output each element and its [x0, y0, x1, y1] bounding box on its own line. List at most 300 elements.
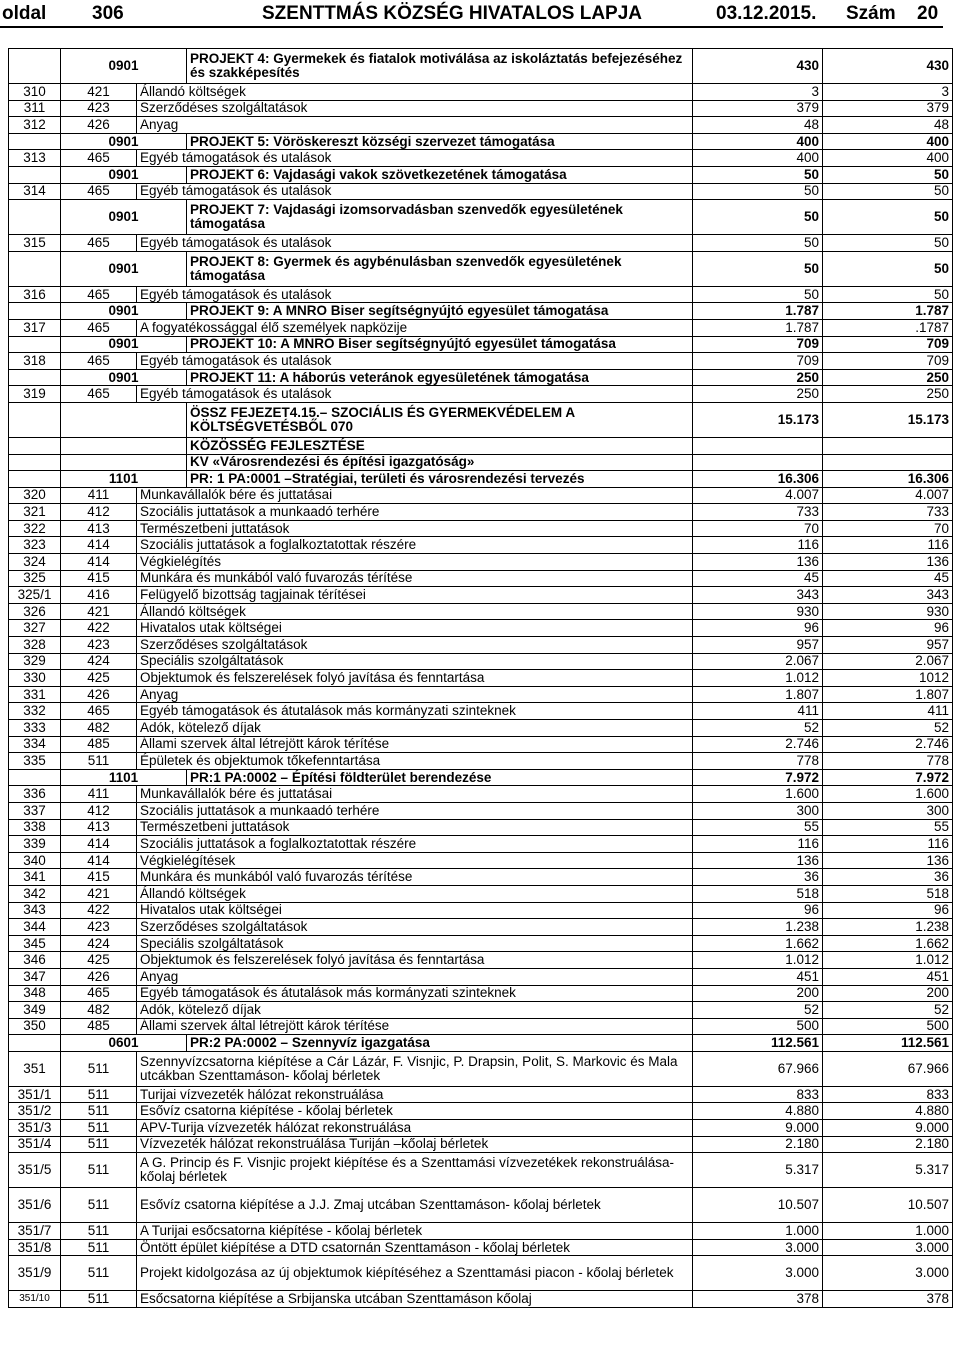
cell-code: 0901	[61, 133, 187, 150]
cell-description: Egyéb támogatások és utalások	[137, 183, 693, 200]
cell-description: Állandó költségek	[137, 885, 693, 902]
publication-title: SZENTTMÁS KÖZSÉG HIVATALOS LAPJA	[262, 3, 643, 24]
section-row	[9, 369, 953, 386]
cell-description: Végkielégítés	[137, 554, 693, 571]
table-row	[9, 753, 953, 770]
cell-code: 426	[61, 686, 137, 703]
cell-description: Egyéb támogatások és utalások	[137, 235, 693, 252]
section-row	[9, 402, 953, 437]
cell-position: 318	[9, 353, 61, 370]
cell-position: 344	[9, 919, 61, 936]
cell-position: 351/1	[9, 1086, 61, 1103]
cell-description: Esőcsatorna kiépítése a Srbijanska utcában Szenttamáson kőolaj	[137, 1291, 693, 1308]
cell-description: Anyag	[137, 968, 693, 985]
cell-description: Természetbeni juttatások	[137, 819, 693, 836]
cell-position: 329	[9, 653, 61, 670]
cell-code: 426	[61, 968, 137, 985]
cell-position: 343	[9, 902, 61, 919]
cell-amount-2: 45	[823, 570, 953, 587]
cell-description: Állandó költségek	[137, 603, 693, 620]
cell-position: 336	[9, 786, 61, 803]
cell-description: PROJEKT 7: Vajdasági izomsorvadásban szenvedők egyesületének támogatása	[187, 200, 693, 235]
cell-amount-1: 250	[693, 386, 823, 403]
cell-amount-1: 1.662	[693, 935, 823, 952]
section-row	[9, 166, 953, 183]
cell-amount-1: 250	[693, 369, 823, 386]
cell-code: 423	[61, 919, 137, 936]
table-row	[9, 1291, 953, 1308]
cell-amount-2: 50	[823, 286, 953, 303]
cell-amount-1: 379	[693, 100, 823, 117]
section-row	[9, 303, 953, 320]
cell-code: 465	[61, 985, 137, 1002]
cell-code: 425	[61, 952, 137, 969]
cell-position	[9, 402, 61, 437]
table-row	[9, 736, 953, 753]
cell-amount-1: 500	[693, 1018, 823, 1035]
cell-position: 331	[9, 686, 61, 703]
cell-code: 411	[61, 786, 137, 803]
cell-code: 0901	[61, 369, 187, 386]
cell-amount-2: 50	[823, 235, 953, 252]
cell-position: 317	[9, 319, 61, 336]
cell-code: 413	[61, 819, 137, 836]
cell-position: 315	[9, 235, 61, 252]
table-row	[9, 802, 953, 819]
cell-position: 351/4	[9, 1136, 61, 1153]
issue-label: Szám	[846, 3, 896, 24]
cell-description: Esővíz csatorna kiépítése - kőolaj bérletek	[137, 1103, 693, 1120]
cell-description: Állami szervek által létrejött károk térítése	[137, 736, 693, 753]
cell-position: 325/1	[9, 587, 61, 604]
cell-amount-2: 4.880	[823, 1103, 953, 1120]
cell-code: 415	[61, 869, 137, 886]
cell-code: 511	[61, 1291, 137, 1308]
section-row	[9, 200, 953, 235]
cell-amount-2: 36	[823, 869, 953, 886]
table-row	[9, 902, 953, 919]
cell-amount-2: 67.966	[823, 1051, 953, 1086]
cell-amount-2: 1.000	[823, 1223, 953, 1240]
cell-amount-2: 50	[823, 166, 953, 183]
cell-code: 485	[61, 736, 137, 753]
cell-description: Szociális juttatások a munkaadó terhére	[137, 802, 693, 819]
section-row	[9, 251, 953, 286]
table-row	[9, 1051, 953, 1086]
cell-position: 338	[9, 819, 61, 836]
table-row	[9, 587, 953, 604]
cell-amount-2: 343	[823, 587, 953, 604]
cell-position: 351/6	[9, 1188, 61, 1223]
cell-amount-2: 378	[823, 1291, 953, 1308]
cell-amount-2: 1.807	[823, 686, 953, 703]
cell-amount-2: 4.007	[823, 487, 953, 504]
cell-description: APV-Turija vízvezeték hálózat rekonstruálása	[137, 1120, 693, 1137]
page-label: oldal	[2, 3, 47, 24]
cell-position: 324	[9, 554, 61, 571]
cell-amount-1: 50	[693, 200, 823, 235]
cell-position: 351/9	[9, 1256, 61, 1291]
cell-position: 340	[9, 852, 61, 869]
cell-amount-2: 52	[823, 1002, 953, 1019]
table-row	[9, 786, 953, 803]
cell-position: 350	[9, 1018, 61, 1035]
table-row	[9, 100, 953, 117]
cell-position: 351/3	[9, 1120, 61, 1137]
cell-code	[61, 437, 187, 454]
cell-description: PR: 1 PA:0001 –Stratégiai, területi és városrendezési tervezés	[187, 471, 693, 488]
cell-amount-1: 70	[693, 520, 823, 537]
table-row	[9, 183, 953, 200]
cell-code: 414	[61, 537, 137, 554]
cell-position: 327	[9, 620, 61, 637]
section-row	[9, 1035, 953, 1052]
cell-description: Szerződéses szolgáltatások	[137, 637, 693, 654]
cell-amount-2: 411	[823, 703, 953, 720]
cell-description: Egyéb támogatások és átutalások más kormányzati szinteknek	[137, 985, 693, 1002]
cell-position: 319	[9, 386, 61, 403]
cell-amount-2: 430	[823, 49, 953, 84]
cell-code: 424	[61, 653, 137, 670]
table-row	[9, 1136, 953, 1153]
cell-description: Egyéb támogatások és átutalások más kormányzati szinteknek	[137, 703, 693, 720]
cell-amount-1: 300	[693, 802, 823, 819]
cell-amount-1: 2.067	[693, 653, 823, 670]
table-row	[9, 1188, 953, 1223]
table-row	[9, 952, 953, 969]
cell-amount-2: 136	[823, 554, 953, 571]
cell-amount-2: 709	[823, 336, 953, 353]
cell-amount-1: 4.007	[693, 487, 823, 504]
cell-position	[9, 454, 61, 471]
cell-code: 465	[61, 319, 137, 336]
section-row	[9, 471, 953, 488]
cell-description: Anyag	[137, 117, 693, 134]
cell-amount-1: 1.787	[693, 319, 823, 336]
table-row	[9, 720, 953, 737]
cell-amount-2	[823, 437, 953, 454]
cell-description: PR:1 PA:0002 – Építési földterület berendezése	[187, 769, 693, 786]
cell-code: 424	[61, 935, 137, 952]
cell-amount-2: 957	[823, 637, 953, 654]
cell-code: 413	[61, 520, 137, 537]
cell-code: 423	[61, 637, 137, 654]
cell-position: 348	[9, 985, 61, 1002]
cell-amount-1: 343	[693, 587, 823, 604]
cell-position: 342	[9, 885, 61, 902]
cell-description: Szociális juttatások a munkaadó terhére	[137, 504, 693, 521]
cell-amount-2: 136	[823, 852, 953, 869]
cell-description: PROJEKT 10: A MNRO Biser segítségnyújtó egyesület támogatása	[187, 336, 693, 353]
cell-amount-2: 10.507	[823, 1188, 953, 1223]
cell-description: Turijai vízvezeték hálózat rekonstruálása	[137, 1086, 693, 1103]
cell-description: ÖSSZ FEJEZET4.15.– SZOCIÁLIS ÉS GYERMEKVÉDELEM A KÖLTSÉGVETÉSBŐL 070	[187, 402, 693, 437]
budget-table	[8, 48, 953, 1308]
cell-code: 511	[61, 1256, 137, 1291]
cell-position	[9, 200, 61, 235]
cell-amount-2: 5.317	[823, 1153, 953, 1188]
cell-amount-1: 833	[693, 1086, 823, 1103]
cell-description: Végkielégítések	[137, 852, 693, 869]
table-row	[9, 836, 953, 853]
cell-description: Munkára és munkából való fuvarozás térítése	[137, 869, 693, 886]
cell-amount-1: 1.807	[693, 686, 823, 703]
cell-description: Adók, kötelező díjak	[137, 1002, 693, 1019]
cell-code: 0901	[61, 200, 187, 235]
page-number: 306	[92, 3, 124, 24]
cell-code: 415	[61, 570, 137, 587]
cell-amount-2: 50	[823, 251, 953, 286]
cell-amount-1: 15.173	[693, 402, 823, 437]
cell-description: Projekt kidolgozása az új objektumok kiépítéséhez a Szenttamási piacon - kőolaj bérletek	[137, 1256, 693, 1291]
cell-amount-1: 55	[693, 819, 823, 836]
cell-amount-1: 50	[693, 183, 823, 200]
cell-position: 341	[9, 869, 61, 886]
cell-code: 465	[61, 235, 137, 252]
cell-amount-1: 451	[693, 968, 823, 985]
cell-amount-2: 1.600	[823, 786, 953, 803]
table-row	[9, 935, 953, 952]
section-row	[9, 49, 953, 84]
cell-amount-1: 378	[693, 1291, 823, 1308]
cell-amount-2: 379	[823, 100, 953, 117]
cell-code: 511	[61, 1120, 137, 1137]
cell-amount-1: 3.000	[693, 1239, 823, 1256]
cell-amount-2: 400	[823, 150, 953, 167]
cell-amount-2: 930	[823, 603, 953, 620]
cell-amount-2: 15.173	[823, 402, 953, 437]
table-row	[9, 919, 953, 936]
cell-description: KV «Városrendezési és építési igazgatóság»	[187, 454, 693, 471]
cell-description: A G. Princip és F. Visnjic projekt kiépítése és a Szenttamási vízvezetékek rekonstruálása- kőolaj bérletek	[137, 1153, 693, 1188]
cell-position: 310	[9, 84, 61, 101]
cell-code: 421	[61, 885, 137, 902]
cell-code: 1101	[61, 471, 187, 488]
cell-code: 414	[61, 852, 137, 869]
cell-description: PROJEKT 8: Gyermek és agybénulásban szenvedők egyesületének támogatása	[187, 251, 693, 286]
issue-date: 03.12.2015.	[716, 3, 817, 24]
cell-code: 0901	[61, 49, 187, 84]
table-row	[9, 319, 953, 336]
cell-amount-1: 2.746	[693, 736, 823, 753]
cell-amount-2	[823, 454, 953, 471]
cell-code: 511	[61, 753, 137, 770]
cell-amount-1: 10.507	[693, 1188, 823, 1223]
cell-position: 351/8	[9, 1239, 61, 1256]
issue-number: 20	[917, 3, 939, 24]
cell-code: 414	[61, 554, 137, 571]
cell-description: Egyéb támogatások és utalások	[137, 150, 693, 167]
cell-description: PROJEKT 9: A MNRO Biser segítségnyújtó egyesület támogatása	[187, 303, 693, 320]
cell-position	[9, 369, 61, 386]
table-row	[9, 554, 953, 571]
cell-position	[9, 49, 61, 84]
cell-code: 0901	[61, 336, 187, 353]
cell-amount-1: 3	[693, 84, 823, 101]
cell-amount-1: 67.966	[693, 1051, 823, 1086]
cell-position: 326	[9, 603, 61, 620]
cell-amount-2: 518	[823, 885, 953, 902]
cell-code: 0901	[61, 166, 187, 183]
table-row	[9, 885, 953, 902]
cell-code: 422	[61, 902, 137, 919]
cell-amount-1: 518	[693, 885, 823, 902]
cell-amount-1: 7.972	[693, 769, 823, 786]
cell-amount-2: 112.561	[823, 1035, 953, 1052]
cell-code: 0901	[61, 303, 187, 320]
cell-code: 0901	[61, 251, 187, 286]
cell-description: Öntött épület kiépítése a DTD csatornán Szenttamáson - kőolaj bérletek	[137, 1239, 693, 1256]
cell-position: 312	[9, 117, 61, 134]
cell-code: 421	[61, 84, 137, 101]
cell-code: 465	[61, 183, 137, 200]
cell-position: 346	[9, 952, 61, 969]
cell-amount-2: 1.238	[823, 919, 953, 936]
page-header	[0, 0, 960, 30]
cell-amount-1: 52	[693, 1002, 823, 1019]
table-row	[9, 637, 953, 654]
cell-description: Munkára és munkából való fuvarozás térítése	[137, 570, 693, 587]
table-row	[9, 670, 953, 687]
cell-amount-2: 116	[823, 537, 953, 554]
cell-amount-2: 3.000	[823, 1239, 953, 1256]
table-row	[9, 653, 953, 670]
cell-position: 351/2	[9, 1103, 61, 1120]
cell-position: 351/10	[9, 1291, 61, 1308]
cell-amount-1: 96	[693, 902, 823, 919]
cell-description: Vízvezeték hálózat rekonstruálása Turiján –kőolaj bérletek	[137, 1136, 693, 1153]
cell-description: Természetbeni juttatások	[137, 520, 693, 537]
cell-amount-2: 52	[823, 720, 953, 737]
cell-amount-1: 5.317	[693, 1153, 823, 1188]
cell-code: 465	[61, 703, 137, 720]
cell-code: 511	[61, 1136, 137, 1153]
cell-position: 347	[9, 968, 61, 985]
cell-position: 311	[9, 100, 61, 117]
cell-position: 316	[9, 286, 61, 303]
cell-description: Objektumok és felszerelések folyó javítása és fenntartása	[137, 670, 693, 687]
cell-description: Állandó költségek	[137, 84, 693, 101]
cell-amount-1: 778	[693, 753, 823, 770]
table-row	[9, 686, 953, 703]
table-row	[9, 1120, 953, 1137]
cell-description: Szerződéses szolgáltatások	[137, 919, 693, 936]
table-row	[9, 703, 953, 720]
table-row	[9, 1103, 953, 1120]
cell-position	[9, 166, 61, 183]
cell-position	[9, 336, 61, 353]
header-rule	[0, 26, 943, 28]
cell-position: 314	[9, 183, 61, 200]
cell-amount-2: 250	[823, 386, 953, 403]
cell-amount-1: 48	[693, 117, 823, 134]
cell-amount-2: 200	[823, 985, 953, 1002]
cell-code: 465	[61, 353, 137, 370]
cell-code: 465	[61, 150, 137, 167]
cell-amount-2: 16.306	[823, 471, 953, 488]
table-row	[9, 117, 953, 134]
section-row	[9, 454, 953, 471]
cell-amount-1: 50	[693, 166, 823, 183]
cell-position: 351/5	[9, 1153, 61, 1188]
cell-amount-1: 200	[693, 985, 823, 1002]
cell-description: Szennyvízcsatorna kiépítése a Cár Lázár, F. Visnjic, P. Drapsin, Polit, S. Markovic és Mala utcákban Szenttamáson- kőolaj bérletek	[137, 1051, 693, 1086]
cell-code: 0601	[61, 1035, 187, 1052]
cell-amount-2: 96	[823, 620, 953, 637]
cell-description: PROJEKT 4: Gyermekek és fiatalok motiválása az iskoláztatás befejezéséhez és szakképesítés	[187, 49, 693, 84]
table-row	[9, 1002, 953, 1019]
cell-position: 321	[9, 504, 61, 521]
table-row	[9, 353, 953, 370]
cell-amount-1: 430	[693, 49, 823, 84]
table-row	[9, 819, 953, 836]
cell-description: Hivatalos utak költségei	[137, 902, 693, 919]
cell-position: 351/7	[9, 1223, 61, 1240]
cell-amount-2: 116	[823, 836, 953, 853]
cell-amount-2: 7.972	[823, 769, 953, 786]
cell-amount-2: 3.000	[823, 1256, 953, 1291]
cell-amount-2: 1012	[823, 670, 953, 687]
cell-description: Egyéb támogatások és utalások	[137, 353, 693, 370]
cell-amount-1: 709	[693, 336, 823, 353]
cell-description: KÖZÖSSÉG FEJLESZTÉSE	[187, 437, 693, 454]
cell-amount-1: 1.787	[693, 303, 823, 320]
cell-position: 313	[9, 150, 61, 167]
cell-position	[9, 437, 61, 454]
cell-position: 334	[9, 736, 61, 753]
cell-position: 322	[9, 520, 61, 537]
cell-description: Hivatalos utak költségei	[137, 620, 693, 637]
cell-amount-1: 400	[693, 150, 823, 167]
cell-description: Szociális juttatások a foglalkoztatottak részére	[137, 836, 693, 853]
section-row	[9, 336, 953, 353]
cell-description: A Turijai esőcsatorna kiépítése - kőolaj bérletek	[137, 1223, 693, 1240]
table-row	[9, 1153, 953, 1188]
table-row	[9, 150, 953, 167]
cell-code: 511	[61, 1239, 137, 1256]
table-row	[9, 1239, 953, 1256]
cell-position	[9, 303, 61, 320]
cell-position: 332	[9, 703, 61, 720]
cell-description: Állami szervek által létrejött károk térítése	[137, 1018, 693, 1035]
cell-amount-1: 709	[693, 353, 823, 370]
cell-position	[9, 471, 61, 488]
cell-code: 511	[61, 1051, 137, 1086]
cell-description: PROJEKT 11: A háborús veteránok egyesületének támogatása	[187, 369, 693, 386]
cell-position: 330	[9, 670, 61, 687]
cell-amount-2: 55	[823, 819, 953, 836]
cell-code: 485	[61, 1018, 137, 1035]
cell-amount-1: 9.000	[693, 1120, 823, 1137]
cell-code: 465	[61, 286, 137, 303]
table-row	[9, 386, 953, 403]
cell-amount-1: 2.180	[693, 1136, 823, 1153]
cell-description: Épületek és objektumok tőkefenntartása	[137, 753, 693, 770]
cell-code: 482	[61, 1002, 137, 1019]
table-row	[9, 620, 953, 637]
cell-description: Esővíz csatorna kiépítése a J.J. Zmaj utcában Szenttamáson- kőolaj bérletek	[137, 1188, 693, 1223]
cell-position	[9, 251, 61, 286]
cell-amount-1: 1.000	[693, 1223, 823, 1240]
cell-position	[9, 769, 61, 786]
cell-position: 337	[9, 802, 61, 819]
cell-code: 511	[61, 1188, 137, 1223]
cell-position: 323	[9, 537, 61, 554]
cell-code: 465	[61, 386, 137, 403]
cell-amount-2: 1.012	[823, 952, 953, 969]
section-row	[9, 769, 953, 786]
table-row	[9, 286, 953, 303]
